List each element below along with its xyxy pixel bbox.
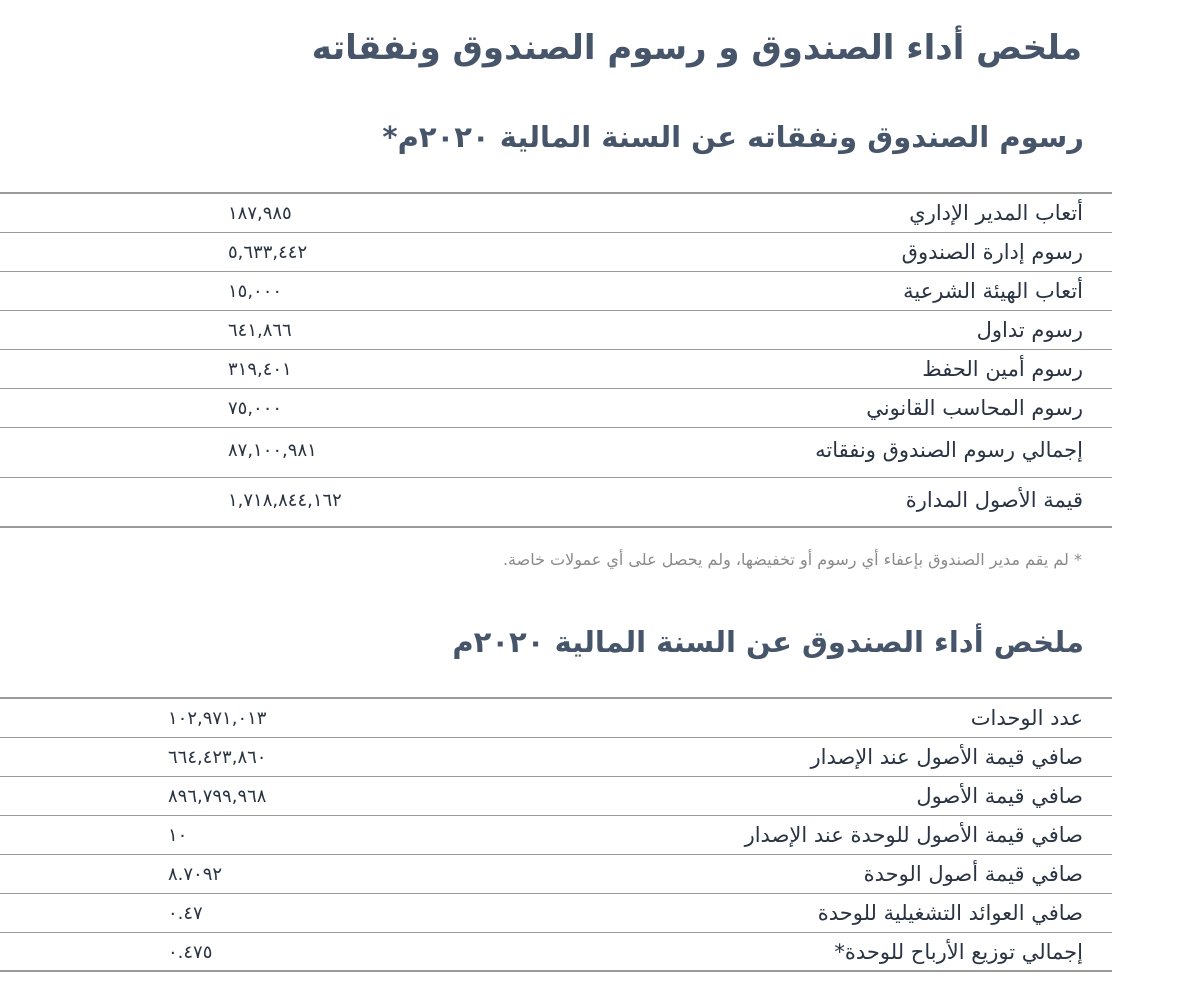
row-label: رسوم المحاسب القانوني	[866, 396, 1083, 420]
row-value: ٨٩٦,٧٩٩,٩٦٨	[168, 786, 267, 807]
fees-table	[0, 192, 1112, 528]
table-row	[0, 855, 1112, 894]
table-row	[0, 389, 1112, 428]
row-value: ٠.٤٧٥	[168, 942, 213, 963]
table-row	[0, 311, 1112, 350]
total-row	[0, 428, 1112, 478]
row-label: صافي العوائد التشغيلية للوحدة	[817, 901, 1083, 925]
performance-table	[0, 697, 1112, 972]
row-label: صافي قيمة الأصول عند الإصدار	[810, 745, 1083, 769]
row-value: ١٨٧,٩٨٥	[228, 203, 292, 224]
row-label: صافي قيمة الأصول للوحدة عند الإصدار	[744, 823, 1083, 847]
row-value: ١٠	[168, 825, 188, 846]
row-value: ١,٧١٨,٨٤٤,١٦٢	[228, 490, 342, 511]
footnote: * لم يقم مدير الصندوق بإعفاء أي رسوم أو تخفيضها، ولم يحصل على أي عمولات خاصة.	[502, 550, 1082, 569]
table-row	[0, 194, 1112, 233]
row-label: عدد الوحدات	[970, 706, 1083, 730]
row-label: رسوم إدارة الصندوق	[901, 240, 1083, 264]
table-row	[0, 478, 1112, 528]
row-label: صافي قيمة الأصول	[916, 784, 1083, 808]
table-row	[0, 350, 1112, 389]
performance-section-heading: ملخص أداء الصندوق عن السنة المالية ٢٠٢٠م	[452, 625, 1084, 659]
table-row	[0, 233, 1112, 272]
row-label: قيمة الأصول المدارة	[905, 488, 1083, 512]
table-row	[0, 894, 1112, 933]
row-label: أتعاب الهيئة الشرعية	[903, 279, 1083, 303]
row-value: ٨.٧٠٩٢	[168, 864, 223, 885]
row-label: صافي قيمة أصول الوحدة	[863, 862, 1083, 886]
row-value: ٦٦٤,٤٢٣,٨٦٠	[168, 747, 267, 768]
row-value: ٦٤١,٨٦٦	[228, 320, 292, 341]
row-label: أتعاب المدير الإداري	[909, 201, 1083, 225]
row-value: ٨٧,١٠٠,٩٨١	[228, 440, 317, 461]
row-label: رسوم تداول	[976, 318, 1083, 342]
page-title: ملخص أداء الصندوق و رسوم الصندوق ونفقاته	[311, 28, 1082, 68]
table-row	[0, 933, 1112, 972]
row-value: ٧٥,٠٠٠	[228, 398, 283, 419]
row-value: ٥,٦٣٣,٤٤٢	[228, 242, 308, 263]
table-row	[0, 777, 1112, 816]
row-value: ١٥,٠٠٠	[228, 281, 283, 302]
row-value: ٣١٩,٤٠١	[228, 359, 292, 380]
table-row	[0, 816, 1112, 855]
table-row	[0, 272, 1112, 311]
row-value: ١٠٢,٩٧١,٠١٣	[168, 708, 267, 729]
table-row	[0, 738, 1112, 777]
row-label: إجمالي رسوم الصندوق ونفقاته	[815, 438, 1083, 462]
fees-section-heading: رسوم الصندوق ونفقاته عن السنة المالية ٢٠٢٠م*	[382, 120, 1084, 154]
table-row	[0, 699, 1112, 738]
row-value: ٠.٤٧	[168, 903, 203, 924]
row-label: إجمالي توزيع الأرباح للوحدة*	[834, 940, 1083, 964]
row-label: رسوم أمين الحفظ	[922, 357, 1083, 381]
